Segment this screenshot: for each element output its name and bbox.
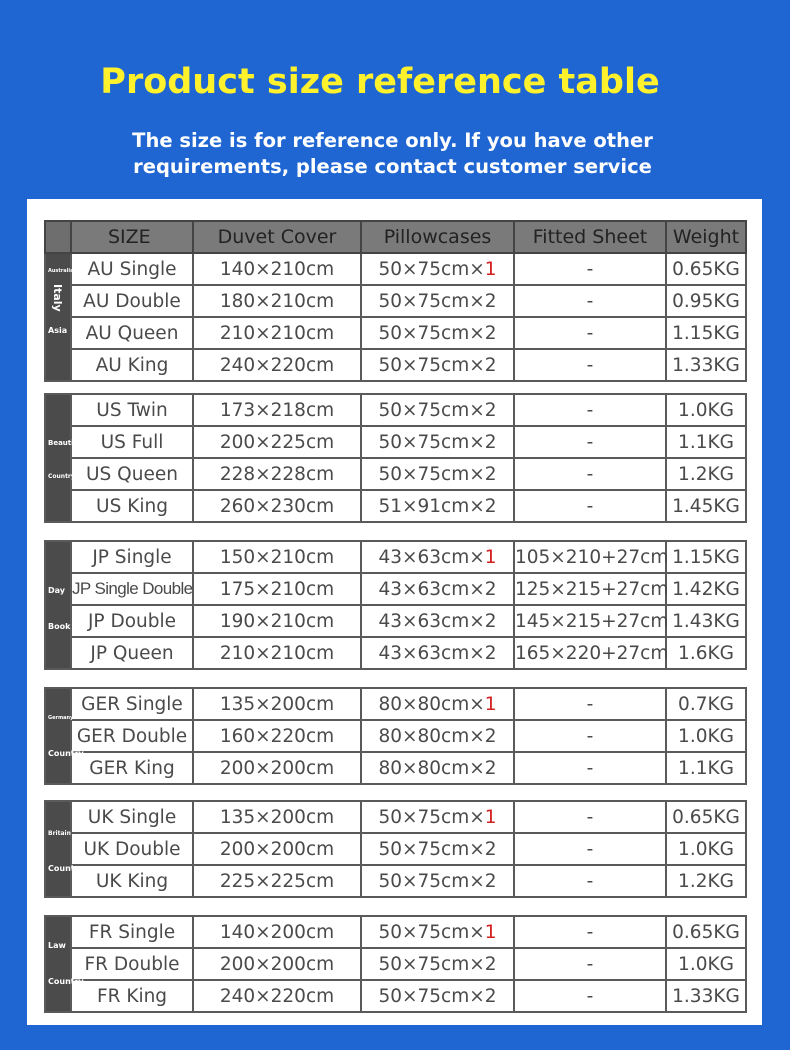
fitted-sheet-cell: - bbox=[514, 948, 666, 980]
region-side-text: Country bbox=[48, 864, 84, 873]
pillowcase-size: 80×80cm× bbox=[378, 725, 485, 747]
table-row bbox=[45, 426, 746, 458]
table-row bbox=[45, 490, 746, 522]
pillowcases-cell bbox=[361, 980, 514, 1012]
size-cell: FR King bbox=[71, 980, 193, 1012]
pillowcases-cell bbox=[361, 605, 514, 637]
weight-cell: 1.0KG bbox=[666, 948, 746, 980]
region-side-text: Germany bbox=[48, 715, 74, 721]
duvet-cover-cell: 210×210cm bbox=[193, 317, 361, 349]
table-row bbox=[45, 573, 746, 605]
region-side-label bbox=[45, 541, 71, 669]
pillowcases-cell bbox=[361, 688, 514, 720]
fitted-sheet-cell: 105×210+27cm bbox=[514, 541, 666, 573]
column-header: SIZE bbox=[71, 221, 193, 253]
pillowcases-cell bbox=[361, 801, 514, 833]
pillowcase-size: 50×75cm× bbox=[378, 258, 485, 280]
table-row bbox=[45, 720, 746, 752]
pillowcase-count: 2 bbox=[484, 578, 497, 600]
region-side-label-inner bbox=[46, 689, 84, 781]
pillowcase-size: 50×75cm× bbox=[378, 322, 485, 344]
size-table-group bbox=[44, 540, 747, 670]
size-cell: JP Single Double bbox=[71, 573, 193, 605]
weight-cell: 1.33KG bbox=[666, 980, 746, 1012]
weight-cell: 0.65KG bbox=[666, 801, 746, 833]
fitted-sheet-cell: - bbox=[514, 317, 666, 349]
pillowcase-count: 2 bbox=[484, 838, 497, 860]
duvet-cover-cell: 228×228cm bbox=[193, 458, 361, 490]
fitted-sheet-cell: 165×220+27cm bbox=[514, 637, 666, 669]
size-table-group bbox=[44, 393, 747, 523]
duvet-cover-cell: 200×225cm bbox=[193, 426, 361, 458]
region-side-text: Country bbox=[48, 977, 84, 986]
pillowcases-cell bbox=[361, 490, 514, 522]
table-row bbox=[45, 317, 746, 349]
duvet-cover-cell: 173×218cm bbox=[193, 394, 361, 426]
table-row bbox=[45, 458, 746, 490]
duvet-cover-cell: 160×220cm bbox=[193, 720, 361, 752]
fitted-sheet-cell: - bbox=[514, 458, 666, 490]
pillowcases-cell bbox=[361, 865, 514, 897]
pillowcases-cell bbox=[361, 637, 514, 669]
pillowcase-size: 50×75cm× bbox=[378, 399, 485, 421]
pillowcase-size: 50×75cm× bbox=[378, 870, 485, 892]
region-side-text: Beauti bbox=[48, 439, 74, 447]
page-title: Product size reference table bbox=[100, 62, 660, 102]
pillowcase-count: 2 bbox=[484, 322, 497, 344]
pillowcases-cell bbox=[361, 916, 514, 948]
pillowcase-size: 43×63cm× bbox=[378, 578, 485, 600]
fitted-sheet-cell: - bbox=[514, 426, 666, 458]
fitted-sheet-cell: - bbox=[514, 253, 666, 285]
table-row bbox=[45, 980, 746, 1012]
size-cell: FR Single bbox=[71, 916, 193, 948]
table-row bbox=[45, 253, 746, 285]
pillowcase-count: 2 bbox=[484, 642, 497, 664]
weight-cell: 1.42KG bbox=[666, 573, 746, 605]
region-side-text: Country bbox=[48, 473, 75, 480]
table-row bbox=[45, 605, 746, 637]
region-side-label bbox=[45, 394, 75, 522]
pillowcase-size: 50×75cm× bbox=[378, 985, 485, 1007]
duvet-cover-cell: 225×225cm bbox=[193, 865, 361, 897]
duvet-cover-cell: 135×200cm bbox=[193, 801, 361, 833]
pillowcase-size: 80×80cm× bbox=[378, 757, 485, 779]
table-row bbox=[45, 833, 746, 865]
region-side-label-inner bbox=[46, 542, 70, 666]
region-side-text: Country bbox=[48, 749, 84, 758]
column-header: Duvet Cover bbox=[193, 221, 361, 253]
size-cell: JP Double bbox=[71, 605, 193, 637]
column-header: Pillowcases bbox=[361, 221, 514, 253]
column-header: Fitted Sheet bbox=[514, 221, 666, 253]
region-side-text: Asia bbox=[48, 326, 68, 335]
fitted-sheet-cell: - bbox=[514, 980, 666, 1012]
pillowcase-count: 1 bbox=[484, 693, 497, 715]
weight-cell: 0.65KG bbox=[666, 253, 746, 285]
table-row bbox=[45, 637, 746, 669]
pillowcases-cell bbox=[361, 394, 514, 426]
page-subtitle bbox=[0, 128, 785, 180]
weight-cell: 1.1KG bbox=[666, 752, 746, 784]
table-row bbox=[45, 865, 746, 897]
duvet-cover-cell: 200×200cm bbox=[193, 833, 361, 865]
pillowcase-size: 80×80cm× bbox=[378, 693, 485, 715]
fitted-sheet-cell: - bbox=[514, 833, 666, 865]
pillowcases-cell bbox=[361, 573, 514, 605]
region-side-text: Italy bbox=[51, 284, 64, 312]
duvet-cover-cell: 200×200cm bbox=[193, 948, 361, 980]
pillowcase-size: 43×63cm× bbox=[378, 642, 485, 664]
pillowcase-size: 50×75cm× bbox=[378, 290, 485, 312]
duvet-cover-cell: 240×220cm bbox=[193, 980, 361, 1012]
fitted-sheet-cell: - bbox=[514, 865, 666, 897]
pillowcase-count: 2 bbox=[484, 725, 497, 747]
pillowcase-count: 2 bbox=[484, 463, 497, 485]
fitted-sheet-cell: - bbox=[514, 688, 666, 720]
pillowcase-count: 2 bbox=[484, 757, 497, 779]
size-cell: AU Queen bbox=[71, 317, 193, 349]
weight-cell: 0.7KG bbox=[666, 688, 746, 720]
duvet-cover-cell: 175×210cm bbox=[193, 573, 361, 605]
duvet-cover-cell: 240×220cm bbox=[193, 349, 361, 381]
duvet-cover-cell: 140×200cm bbox=[193, 916, 361, 948]
pillowcase-count: 1 bbox=[484, 921, 497, 943]
pillowcases-cell bbox=[361, 541, 514, 573]
region-side-label bbox=[45, 253, 74, 381]
size-cell: AU Single bbox=[71, 253, 193, 285]
pillowcases-cell bbox=[361, 720, 514, 752]
size-cell: US Full bbox=[71, 426, 193, 458]
weight-cell: 1.15KG bbox=[666, 541, 746, 573]
table-row bbox=[45, 752, 746, 784]
size-cell: UK King bbox=[71, 865, 193, 897]
fitted-sheet-cell: - bbox=[514, 285, 666, 317]
pillowcase-count: 2 bbox=[484, 290, 497, 312]
size-table-group bbox=[44, 220, 747, 382]
pillowcase-size: 50×75cm× bbox=[378, 838, 485, 860]
pillowcase-count: 2 bbox=[484, 985, 497, 1007]
pillowcase-size: 50×75cm× bbox=[378, 463, 485, 485]
region-side-text: Australia bbox=[48, 268, 74, 274]
weight-cell: 1.45KG bbox=[666, 490, 746, 522]
size-cell: JP Queen bbox=[71, 637, 193, 669]
table-row bbox=[45, 394, 746, 426]
region-side-label bbox=[45, 801, 84, 897]
table-row bbox=[45, 916, 746, 948]
pillowcase-size: 50×75cm× bbox=[378, 354, 485, 376]
pillowcases-cell bbox=[361, 426, 514, 458]
pillowcase-size: 43×63cm× bbox=[378, 546, 485, 568]
size-cell: GER Single bbox=[71, 688, 193, 720]
table-row bbox=[45, 541, 746, 573]
weight-cell: 1.6KG bbox=[666, 637, 746, 669]
region-side-label bbox=[45, 688, 84, 784]
region-side-text: Britain bbox=[48, 830, 71, 837]
region-side-label-inner bbox=[46, 395, 75, 519]
subtitle-line-1: The size is for reference only. If you have other bbox=[132, 129, 653, 152]
weight-cell: 1.15KG bbox=[666, 317, 746, 349]
region-side-label-inner bbox=[46, 254, 74, 378]
weight-cell: 0.95KG bbox=[666, 285, 746, 317]
size-cell: GER Double bbox=[71, 720, 193, 752]
weight-cell: 1.43KG bbox=[666, 605, 746, 637]
duvet-cover-cell: 135×200cm bbox=[193, 688, 361, 720]
pillowcase-size: 50×75cm× bbox=[378, 921, 485, 943]
pillowcases-cell bbox=[361, 833, 514, 865]
size-cell: GER King bbox=[71, 752, 193, 784]
pillowcase-size: 50×75cm× bbox=[378, 953, 485, 975]
weight-cell: 1.0KG bbox=[666, 394, 746, 426]
region-side-text: Law bbox=[48, 941, 66, 950]
pillowcase-size: 50×75cm× bbox=[378, 806, 485, 828]
table-row bbox=[45, 948, 746, 980]
fitted-sheet-cell: - bbox=[514, 394, 666, 426]
size-cell: AU King bbox=[71, 349, 193, 381]
table-row bbox=[45, 801, 746, 833]
size-cell: FR Double bbox=[71, 948, 193, 980]
table-row bbox=[45, 349, 746, 381]
fitted-sheet-cell: - bbox=[514, 490, 666, 522]
table-row bbox=[45, 688, 746, 720]
pillowcase-count: 2 bbox=[484, 399, 497, 421]
pillowcase-count: 1 bbox=[484, 258, 497, 280]
column-header: Weight bbox=[666, 221, 746, 253]
region-side-text: Day bbox=[48, 586, 66, 595]
weight-cell: 0.65KG bbox=[666, 916, 746, 948]
pillowcase-count: 2 bbox=[484, 354, 497, 376]
fitted-sheet-cell: - bbox=[514, 752, 666, 784]
table-row bbox=[45, 285, 746, 317]
pillowcases-cell bbox=[361, 349, 514, 381]
fitted-sheet-cell: - bbox=[514, 801, 666, 833]
pillowcase-count: 2 bbox=[484, 610, 497, 632]
weight-cell: 1.1KG bbox=[666, 426, 746, 458]
size-cell: US Queen bbox=[71, 458, 193, 490]
fitted-sheet-cell: - bbox=[514, 720, 666, 752]
size-cell: UK Single bbox=[71, 801, 193, 833]
pillowcases-cell bbox=[361, 317, 514, 349]
weight-cell: 1.0KG bbox=[666, 720, 746, 752]
size-cell: UK Double bbox=[71, 833, 193, 865]
size-cell: US King bbox=[71, 490, 193, 522]
weight-cell: 1.2KG bbox=[666, 458, 746, 490]
size-table-group bbox=[44, 915, 747, 1013]
pillowcases-cell bbox=[361, 285, 514, 317]
pillowcase-size: 50×75cm× bbox=[378, 431, 485, 453]
size-cell: US Twin bbox=[71, 394, 193, 426]
pillowcase-count: 2 bbox=[484, 953, 497, 975]
region-side-label-inner bbox=[46, 917, 84, 1009]
duvet-cover-cell: 180×210cm bbox=[193, 285, 361, 317]
pillowcases-cell bbox=[361, 458, 514, 490]
pillowcase-count: 2 bbox=[484, 495, 497, 517]
pillowcase-size: 51×91cm× bbox=[378, 495, 485, 517]
pillowcase-count: 1 bbox=[484, 546, 497, 568]
weight-cell: 1.33KG bbox=[666, 349, 746, 381]
duvet-cover-cell: 150×210cm bbox=[193, 541, 361, 573]
pillowcase-size: 43×63cm× bbox=[378, 610, 485, 632]
fitted-sheet-cell: - bbox=[514, 349, 666, 381]
pillowcases-cell bbox=[361, 948, 514, 980]
pillowcase-count: 2 bbox=[484, 431, 497, 453]
size-table-group bbox=[44, 800, 747, 898]
fitted-sheet-cell: 145×215+27cm bbox=[514, 605, 666, 637]
size-table-group bbox=[44, 687, 747, 785]
duvet-cover-cell: 140×210cm bbox=[193, 253, 361, 285]
region-side-text: Book bbox=[48, 622, 71, 631]
pillowcase-count: 1 bbox=[484, 806, 497, 828]
header-corner-cell bbox=[45, 221, 71, 253]
duvet-cover-cell: 260×230cm bbox=[193, 490, 361, 522]
weight-cell: 1.2KG bbox=[666, 865, 746, 897]
duvet-cover-cell: 210×210cm bbox=[193, 637, 361, 669]
duvet-cover-cell: 200×200cm bbox=[193, 752, 361, 784]
size-cell: JP Single bbox=[71, 541, 193, 573]
weight-cell: 1.0KG bbox=[666, 833, 746, 865]
region-side-label-inner bbox=[46, 802, 84, 894]
pillowcases-cell bbox=[361, 752, 514, 784]
table-header-row bbox=[45, 221, 746, 253]
size-cell: AU Double bbox=[71, 285, 193, 317]
pillowcase-count: 2 bbox=[484, 870, 497, 892]
pillowcases-cell bbox=[361, 253, 514, 285]
region-side-label bbox=[45, 916, 84, 1012]
fitted-sheet-cell: 125×215+27cm bbox=[514, 573, 666, 605]
fitted-sheet-cell: - bbox=[514, 916, 666, 948]
subtitle-line-2: requirements, please contact customer service bbox=[133, 155, 652, 178]
duvet-cover-cell: 190×210cm bbox=[193, 605, 361, 637]
